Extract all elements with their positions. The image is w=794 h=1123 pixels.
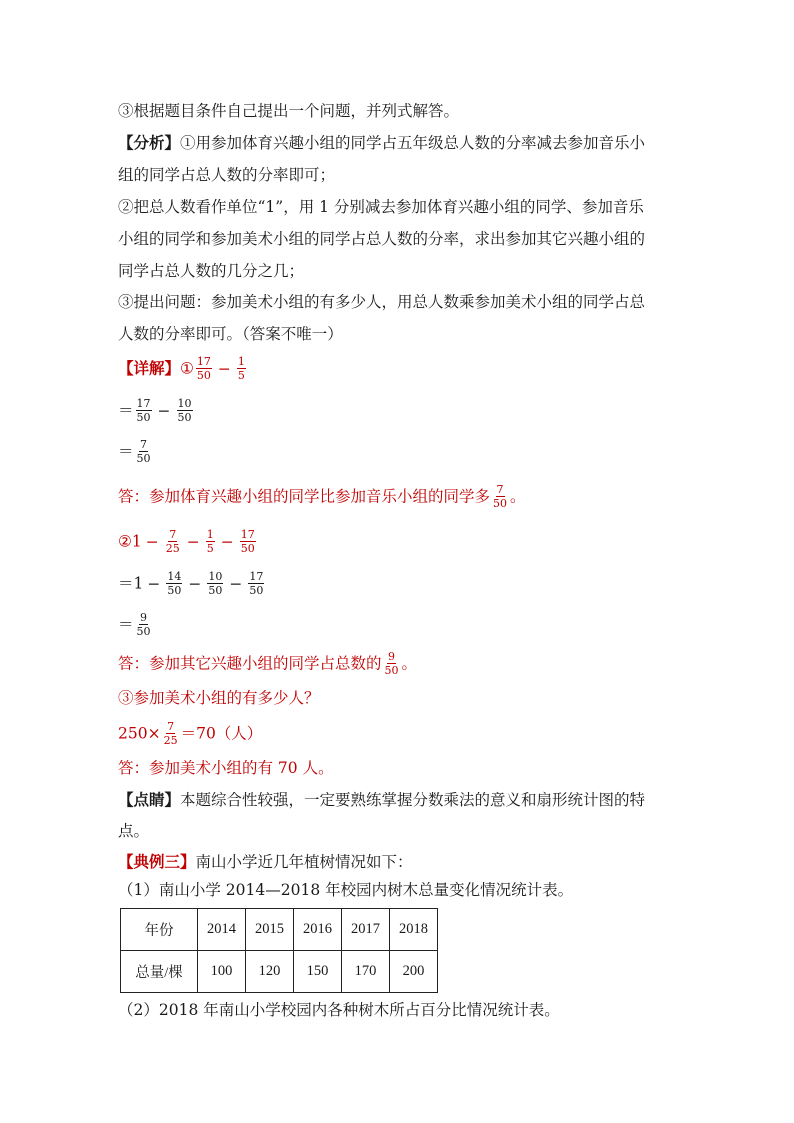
fraction: $\frac{7}{50}$ — [136, 438, 151, 465]
fraction: $\frac{17}{50}$ — [196, 355, 211, 382]
analysis-line-2: 组的同学占总人数的分率即可； — [118, 166, 336, 184]
fraction: $\frac{17}{50}$ — [249, 570, 264, 597]
analysis-line-1: 【分析】①用参加体育兴趣小组的同学占五年级总人数的分率减去参加音乐小 — [118, 133, 646, 152]
fraction: $\frac{14}{50}$ — [167, 570, 182, 597]
comment-line-1: 【点睛】本题综合性较强，一定要熟练掌握分数乘法的意义和扇形统计图的特 — [118, 790, 646, 809]
comment-line-2: 点。 — [118, 822, 150, 840]
fraction: $\frac{7}{25}$ — [163, 720, 178, 747]
table-cell: 2015 — [246, 909, 294, 951]
analysis-line-3: ②把总人数看作单位“1”，用 1 分别减去参加体育兴趣小组的同学、参加音乐 — [118, 198, 644, 216]
fraction: $\frac{10}{50}$ — [177, 397, 192, 424]
detail-step-2b: ＝1 − $\frac{14}{50}$ − $\frac{10}{50}$ − $\frac{17}{50}$ — [118, 570, 264, 597]
analysis-line-6: ③提出问题：参加美术小组的有多少人，用总人数乘参加美术小组的同学占总 — [118, 293, 646, 311]
table-row — [121, 951, 438, 993]
answer-2: 答：参加其它兴趣小组的同学占总数的 $\frac{9}{50}$ 。 — [118, 650, 418, 677]
detail-question-3: ③参加美术小组的有多少人？ — [118, 689, 320, 707]
example-3-tag: 【典例三】 — [118, 852, 196, 871]
detail-step-1: 【详解】① $\frac{17}{50}$ − $\frac{1}{5}$ — [118, 355, 245, 382]
analysis-line-5: 同学占总人数的几分之几； — [118, 262, 305, 280]
table-cell: 200 — [390, 951, 438, 993]
table-cell: 150 — [294, 951, 342, 993]
table-cell: 2016 — [294, 909, 342, 951]
table-cell: 2014 — [198, 909, 246, 951]
detail-step-2: ②1 − $\frac{7}{25}$ − $\frac{1}{5}$ − $\frac{17}{50}$ — [118, 528, 255, 555]
table-cell: 100 — [198, 951, 246, 993]
table-cell: 2017 — [342, 909, 390, 951]
detail-step-1b: ＝ $\frac{17}{50}$ − $\frac{10}{50}$ — [118, 397, 192, 424]
detail-step-3: 250× $\frac{7}{25}$ ＝70（人） — [118, 720, 263, 747]
table-header-cell: 总量/棵 — [121, 951, 198, 993]
fraction: $\frac{17}{50}$ — [240, 528, 255, 555]
answer-3: 答：参加美术小组的有 70 人。 — [118, 759, 334, 777]
fraction: $\frac{9}{50}$ — [384, 650, 399, 677]
example-3-sub-2: （2）2018 年南山小学校园内各种树木所占百分比情况统计表。 — [118, 1001, 560, 1019]
detail-step-2c: ＝ $\frac{9}{50}$ — [118, 611, 151, 638]
fraction: $\frac{1}{5}$ — [206, 528, 214, 555]
answer-1: 答：参加体育兴趣小组的同学比参加音乐小组的同学多 $\frac{7}{50}$ 。 — [118, 483, 526, 510]
detail-step-1c: ＝ $\frac{7}{50}$ — [118, 438, 151, 465]
comment-tag: 【点睛】 — [118, 790, 181, 809]
table-cell: 120 — [246, 951, 294, 993]
fraction: $\frac{17}{50}$ — [136, 397, 151, 424]
detail-tag: 【详解】 — [118, 358, 181, 378]
table-cell: 2018 — [390, 909, 438, 951]
example-3-sub-1: （1）南山小学 2014—2018 年校园内树木总量变化情况统计表。 — [118, 881, 574, 899]
fraction: $\frac{10}{50}$ — [208, 570, 223, 597]
analysis-line-4: 小组的同学和参加美术小组的同学占总人数的分率，求出参加其它兴趣小组的 — [118, 230, 646, 248]
analysis-tag: 【分析】 — [118, 133, 181, 152]
table-header-cell: 年份 — [121, 909, 198, 951]
fraction: $\frac{7}{50}$ — [493, 483, 508, 510]
question-3-prompt: ③根据题目条件自己提出一个问题，并列式解答。 — [118, 102, 460, 120]
fraction: $\frac{7}{25}$ — [165, 528, 180, 555]
table-cell: 170 — [342, 951, 390, 993]
fraction: $\frac{1}{5}$ — [237, 355, 245, 382]
fraction: $\frac{9}{50}$ — [136, 611, 151, 638]
table-row — [121, 909, 438, 951]
example-3-heading: 【典例三】南山小学近几年植树情况如下： — [118, 852, 413, 871]
tree-total-table — [120, 908, 438, 993]
analysis-line-7: 人数的分率即可。（答案不唯一） — [118, 325, 343, 343]
